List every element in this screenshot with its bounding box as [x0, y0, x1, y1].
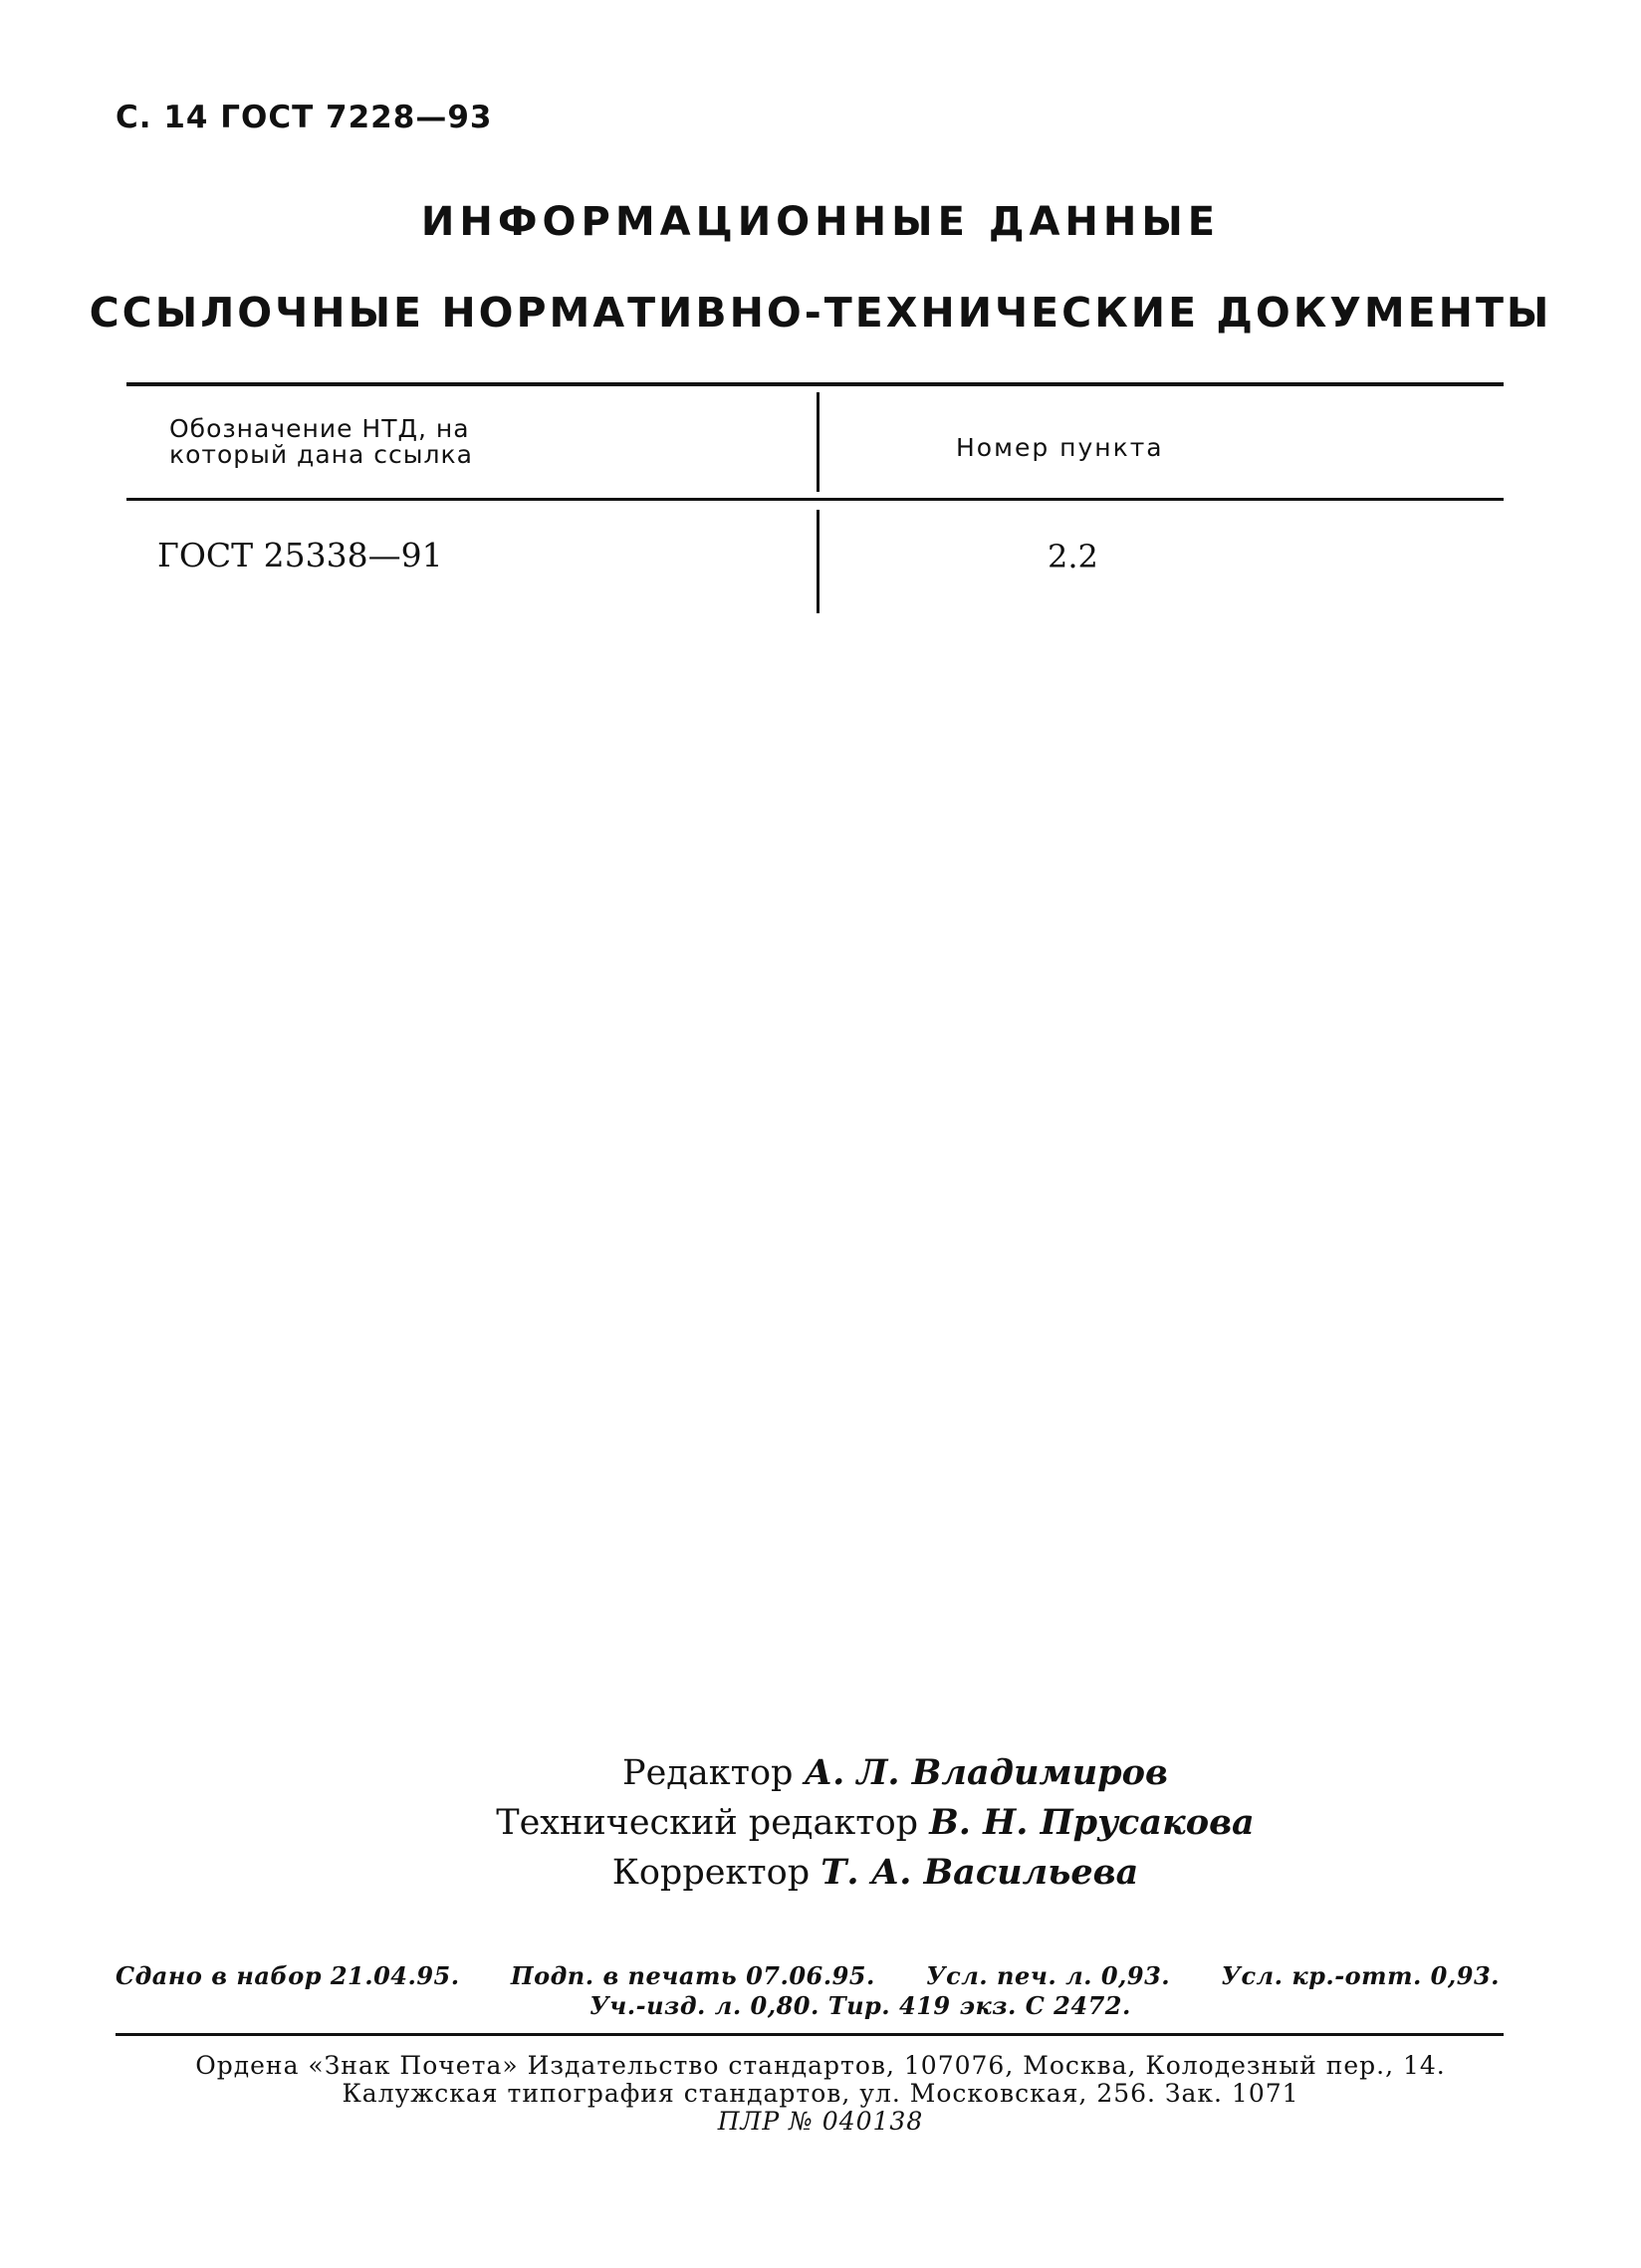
publisher-line-3: ПЛР № 040138 [717, 2107, 924, 2136]
tech-editor-credit [0, 1802, 1641, 1843]
page-header: С. 14 ГОСТ 7228—93 [116, 100, 493, 135]
table-header-rule [126, 498, 1504, 501]
editor-credit [0, 1752, 1641, 1793]
imprint-line-1 [116, 1961, 1500, 1990]
row-designation: ГОСТ 25338—91 [157, 536, 443, 574]
table-header-clause: Номер пункта [956, 433, 1164, 462]
editor-role: Редактор [622, 1753, 794, 1793]
tech-editor-name: В. Н. Прусакова [929, 1802, 1255, 1843]
imprint-color-prints: Усл. кр.-отт. 0,93. [1221, 1961, 1500, 1990]
publisher-line-2: Калужская типография стандартов, ул. Московская, 256. Зак. 1071 [342, 2079, 1299, 2108]
editor-name: А. Л. Владимиров [804, 1752, 1168, 1793]
corrector-credit [0, 1852, 1641, 1893]
section-title: ССЫЛОЧНЫЕ НОРМАТИВНО-ТЕХНИЧЕСКИЕ ДОКУМЕНТЫ [89, 289, 1552, 337]
header-designation-line1: Обозначение НТД, на [169, 414, 470, 443]
imprint-typeset: Сдано в набор 21.04.95. [116, 1961, 460, 1990]
table-header-designation [169, 416, 587, 468]
row-clause: 2.2 [1048, 538, 1098, 575]
footer-rule [116, 2033, 1504, 2036]
imprint-signed: Подп. в печать 07.06.95. [510, 1961, 875, 1990]
imprint-print-sheets: Усл. печ. л. 0,93. [926, 1961, 1171, 1990]
imprint-line-2: Уч.-изд. л. 0,80. Тир. 419 экз. С 2472. [589, 1991, 1131, 2020]
document-title: ИНФОРМАЦИОННЫЕ ДАННЫЕ [420, 199, 1221, 245]
tech-editor-role: Технический редактор [496, 1803, 919, 1843]
publisher-line-1: Ордена «Знак Почета» Издательство стандартов, 107076, Москва, Колодезный пер., 14. [195, 2051, 1446, 2080]
row-column-divider [817, 510, 820, 613]
corrector-name: Т. А. Васильева [820, 1852, 1139, 1893]
header-designation-line2: который дана ссылка [169, 440, 473, 469]
header-column-divider [817, 392, 820, 492]
corrector-role: Корректор [611, 1853, 811, 1893]
table-top-rule [126, 382, 1504, 386]
